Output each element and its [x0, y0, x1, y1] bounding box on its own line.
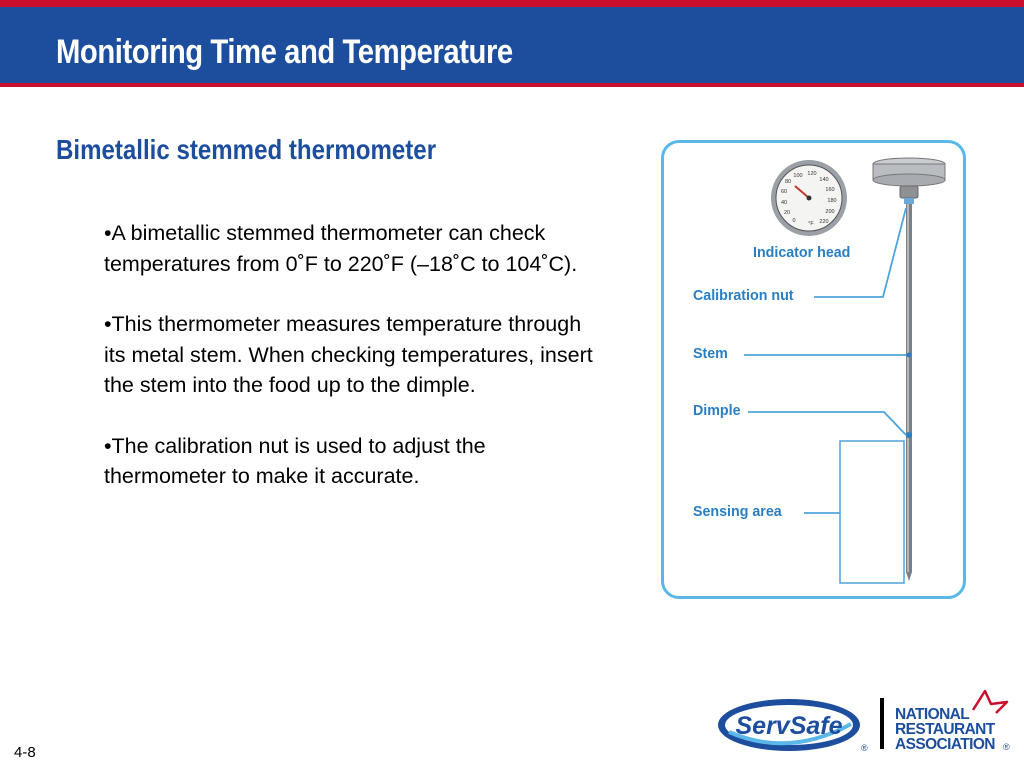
svg-text:®: ® [861, 743, 868, 753]
label-dimple: Dimple [693, 402, 741, 419]
dial-tick-label: 200 [825, 209, 835, 215]
bullet-item: •A bimetallic stemmed thermometer can check temperatures from 0˚F to 220˚F (–18˚C to 104˚C). [104, 221, 578, 276]
label-indicator-head: Indicator head [753, 244, 851, 261]
stem-marker-icon [907, 353, 912, 358]
dial-unit-label: °F [808, 221, 814, 227]
dial-tick-label: 220 [819, 219, 829, 225]
dimple-leader [748, 412, 906, 435]
bullet-item: •The calibration nut is used to adjust the thermometer to make it accurate. [104, 433, 486, 488]
svg-text:ServSafe: ServSafe [735, 712, 843, 740]
logo-separator [880, 698, 884, 749]
label-sensing-area: Sensing area [693, 503, 782, 520]
dial-tick-label: 180 [827, 198, 837, 204]
calibration-nut-icon [900, 186, 918, 198]
top-accent-strip [0, 0, 1024, 7]
dimple-icon [906, 432, 912, 438]
section-subtitle: Bimetallic stemmed thermometer [56, 134, 437, 165]
svg-text:RESTAURANT: RESTAURANT [895, 721, 995, 738]
dial-tick-label: 80 [784, 179, 792, 185]
title-bar [0, 7, 1024, 83]
svg-text:®: ® [1003, 742, 1010, 752]
page-title: Monitoring Time and Temperature [56, 33, 513, 71]
stem-tip-icon [906, 572, 912, 581]
nra-logo-icon [893, 690, 1018, 754]
label-stem: Stem [693, 345, 728, 362]
bullet-list [104, 218, 604, 522]
svg-text:NATIONAL: NATIONAL [895, 706, 970, 723]
dial-tick-label: 160 [825, 187, 835, 193]
dial-tick-label: 0 [792, 218, 796, 224]
svg-text:ASSOCIATION: ASSOCIATION [895, 736, 995, 753]
dial-tick-label: 120 [807, 171, 817, 177]
dial-tick-label: 140 [819, 177, 829, 183]
sensing-area-bracket [840, 441, 904, 583]
dial-tick-label: 100 [793, 173, 803, 179]
bullet-item: •This thermometer measures temperature through its metal stem. When checking temperatures, insert the stem into the food up to the dimple. [104, 312, 593, 397]
label-calibration-nut: Calibration nut [693, 287, 794, 304]
thermometer-figure [661, 140, 966, 599]
servsafe-logo-icon [715, 694, 871, 754]
slide-number: 4-8 [14, 744, 36, 761]
dial-tick-label: 20 [783, 210, 791, 216]
dial-tick-label: 40 [780, 200, 788, 206]
dial-tick-label: 60 [780, 189, 788, 195]
header-divider [0, 83, 1024, 87]
thermometer-illustration [664, 143, 963, 596]
